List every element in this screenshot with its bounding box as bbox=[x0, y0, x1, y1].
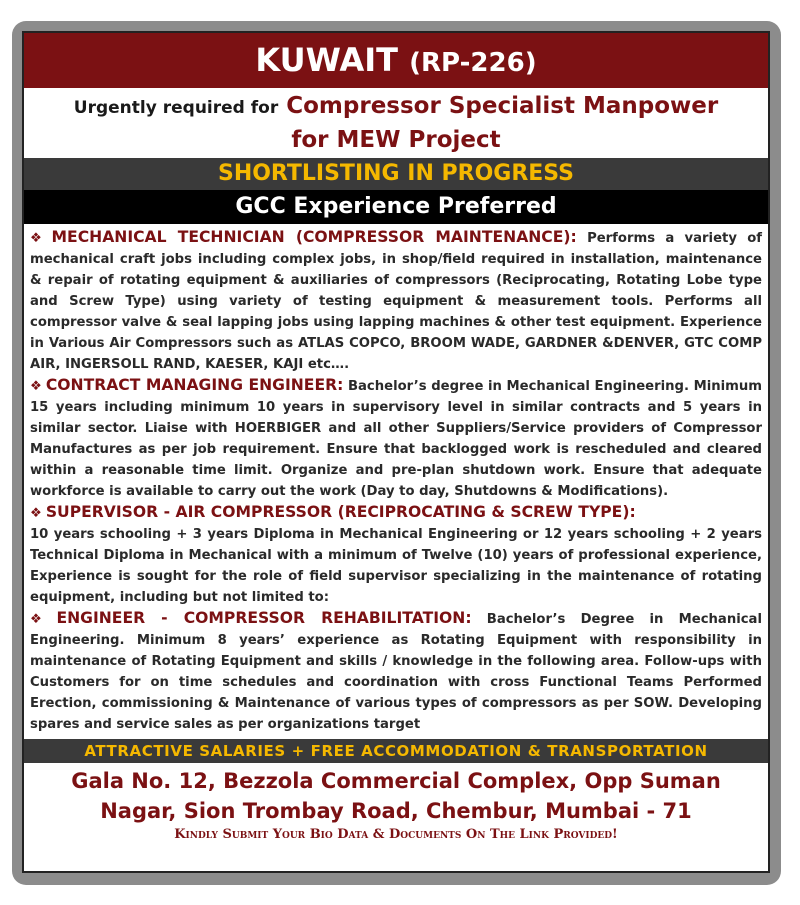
positions-list bbox=[24, 224, 768, 735]
country-title: KUWAIT bbox=[255, 41, 398, 79]
submit-instruction: Kindly Submit Your Bio Data & Documents On The Link Provided! bbox=[174, 827, 618, 842]
shortlisting-banner: SHORTLISTING IN PROGRESS bbox=[24, 158, 768, 190]
position-item bbox=[30, 227, 762, 375]
headline bbox=[24, 88, 768, 158]
position-item bbox=[30, 375, 762, 502]
position-item bbox=[30, 608, 762, 735]
address-line-1: Gala No. 12, Bezzola Commercial Complex, Opp Suman bbox=[71, 769, 721, 793]
position-description: Performs a variety of mechanical craft jobs including complex jobs, in shop/field required in installation, maintenance & repair of rotating equipment & auxiliaries of compressors (Reciprocating, Rotating Lobe type and Screw Type) using variety of testing equipment & measurement tools. Performs all compressor valve & seal lapping jobs using lapping machines & other test equipment. Experience in Various Air Compressors such as ATLAS COPCO, BROOM WADE, GARDNER &DENVER, GTC COMP AIR, INGERSOLL RAND, KAESER, KAJI etc…. bbox=[30, 231, 762, 372]
reference-code: (RP-226) bbox=[409, 48, 537, 78]
position-title: SUPERVISOR - AIR COMPRESSOR (RECIPROCATING & SCREW TYPE): bbox=[45, 503, 636, 521]
position-title: CONTRACT MANAGING ENGINEER: bbox=[45, 376, 344, 394]
address-line-2: Nagar, Sion Trombay Road, Chembur, Mumbai - 71 bbox=[100, 799, 692, 823]
office-address bbox=[24, 763, 768, 826]
headline-project: for MEW Project bbox=[291, 127, 501, 153]
position-description: Bachelor’s Degree in Mechanical Engineering. Minimum 8 years’ experience as Rotating Equipment with responsibility in maintenance of Rotating Equipment and skills / knowledge in the following area. Follow-ups with Customers for on time schedules and coordination with cross Functional Teams Performed Erection, commissioning & Maintenance of various types of compressors as per SOW. Developing spares and service sales as per organizations target bbox=[30, 612, 762, 732]
title-bar bbox=[24, 33, 768, 88]
diamond-bullet-icon: ❖ bbox=[30, 231, 48, 246]
position-title: ENGINEER - COMPRESSOR REHABILITATION: bbox=[56, 609, 472, 627]
position-description: Bachelor’s degree in Mechanical Engineering. Minimum 15 years including minimum 10 years in supervisory level in similar contracts and 5 years in similar sector. Liaise with HOERBIGER and all other Suppliers/Service providers of Compressor Manufactures as per job requirement. Ensure that backlogged work is rescheduled and cleared within a reasonable time limit. Organize and pre-plan shutdown work. Ensure that adequate workforce is available to carry out the work (Day to day, Shutdowns & Modifications). bbox=[30, 379, 763, 499]
benefits-banner: ATTRACTIVE SALARIES + FREE ACCOMMODATION & TRANSPORTATION bbox=[24, 739, 768, 763]
position-description: 10 years schooling + 3 years Diploma in Mechanical Engineering or 12 years schooling + 2 years Technical Diploma in Mechanical with a minimum of Twelve (10) years of professional experience, Experience is sought for the role of field supervisor specializing in the maintenance of rotating equipment, including but not limited to: bbox=[30, 527, 762, 605]
position-title: MECHANICAL TECHNICIAN (COMPRESSOR MAINTENANCE): bbox=[51, 228, 577, 246]
gcc-banner: GCC Experience Preferred bbox=[24, 190, 768, 224]
headline-main: Compressor Specialist Manpower bbox=[286, 93, 719, 119]
diamond-bullet-icon: ❖ bbox=[30, 506, 42, 521]
diamond-bullet-icon: ❖ bbox=[30, 379, 42, 394]
position-item bbox=[30, 502, 762, 608]
diamond-bullet-icon: ❖ bbox=[30, 612, 53, 627]
headline-lead: Urgently required for bbox=[73, 98, 279, 118]
job-advert-poster bbox=[22, 31, 770, 873]
